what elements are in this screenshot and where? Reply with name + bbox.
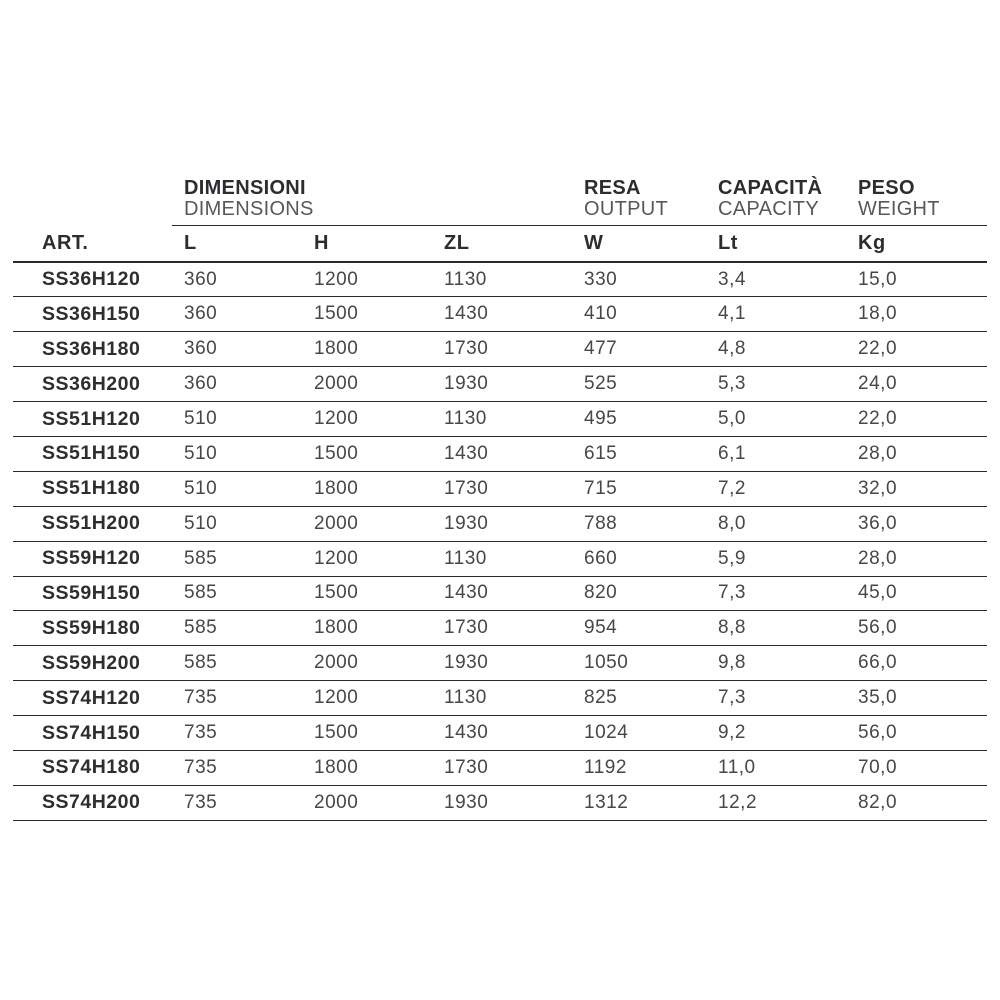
w-cell: 1312 [584, 785, 718, 820]
lt-cell: 7,3 [718, 576, 858, 611]
art-cell: SS51H120 [13, 402, 172, 437]
l-cell: 510 [172, 436, 314, 471]
art-cell: SS59H120 [13, 541, 172, 576]
art-cell: SS74H150 [13, 716, 172, 751]
l-cell: 360 [172, 297, 314, 332]
zl-cell: 1930 [444, 367, 584, 402]
group-label-capacita: CAPACITÀ [718, 176, 823, 199]
zl-cell: 1430 [444, 436, 584, 471]
table-row [13, 576, 987, 611]
h-cell: 1800 [314, 750, 444, 785]
table-row [13, 332, 987, 367]
l-cell: 360 [172, 332, 314, 367]
art-cell: SS36H150 [13, 297, 172, 332]
l-cell: 735 [172, 716, 314, 751]
table-row [13, 402, 987, 437]
w-cell: 525 [584, 367, 718, 402]
art-cell: SS74H200 [13, 785, 172, 820]
lt-cell: 8,0 [718, 506, 858, 541]
kg-cell: 15,0 [858, 262, 987, 297]
zl-cell: 1130 [444, 541, 584, 576]
w-cell: 825 [584, 681, 718, 716]
l-cell: 735 [172, 785, 314, 820]
zl-cell: 1730 [444, 611, 584, 646]
table-row [13, 506, 987, 541]
kg-cell: 36,0 [858, 506, 987, 541]
table-row [13, 785, 987, 820]
group-label-weight: WEIGHT [858, 197, 940, 220]
h-cell: 2000 [314, 367, 444, 402]
kg-cell: 82,0 [858, 785, 987, 820]
product-spec-table [13, 176, 987, 821]
l-cell: 360 [172, 262, 314, 297]
l-cell: 360 [172, 367, 314, 402]
w-cell: 954 [584, 611, 718, 646]
group-header-output [584, 176, 718, 225]
h-cell: 1200 [314, 681, 444, 716]
kg-cell: 22,0 [858, 402, 987, 437]
l-cell: 585 [172, 576, 314, 611]
h-cell: 1500 [314, 576, 444, 611]
w-cell: 615 [584, 436, 718, 471]
group-label-capacity: CAPACITY [718, 197, 819, 220]
group-label-dimensions: DIMENSIONS [184, 197, 314, 220]
table-row [13, 646, 987, 681]
w-cell: 495 [584, 402, 718, 437]
lt-cell: 4,1 [718, 297, 858, 332]
zl-cell: 1430 [444, 716, 584, 751]
art-cell: SS51H150 [13, 436, 172, 471]
l-cell: 510 [172, 506, 314, 541]
column-header-kg: Kg [858, 225, 987, 262]
lt-cell: 11,0 [718, 750, 858, 785]
w-cell: 788 [584, 506, 718, 541]
column-header-row [13, 225, 987, 262]
l-cell: 735 [172, 750, 314, 785]
h-cell: 2000 [314, 785, 444, 820]
w-cell: 1024 [584, 716, 718, 751]
art-cell: SS51H200 [13, 506, 172, 541]
table-row [13, 611, 987, 646]
l-cell: 585 [172, 541, 314, 576]
group-header-dimensions [172, 176, 584, 225]
art-cell: SS74H120 [13, 681, 172, 716]
table-row [13, 750, 987, 785]
group-header-row [13, 176, 987, 225]
lt-cell: 5,9 [718, 541, 858, 576]
art-cell: SS36H180 [13, 332, 172, 367]
kg-cell: 35,0 [858, 681, 987, 716]
h-cell: 1200 [314, 541, 444, 576]
w-cell: 660 [584, 541, 718, 576]
lt-cell: 9,8 [718, 646, 858, 681]
kg-cell: 32,0 [858, 471, 987, 506]
group-label-output: OUTPUT [584, 197, 669, 220]
lt-cell: 7,2 [718, 471, 858, 506]
h-cell: 1800 [314, 332, 444, 367]
zl-cell: 1930 [444, 785, 584, 820]
column-header-art: ART. [13, 225, 172, 262]
w-cell: 477 [584, 332, 718, 367]
column-header-h: H [314, 225, 444, 262]
art-cell: SS36H200 [13, 367, 172, 402]
group-header-capacity [718, 176, 858, 225]
table-row [13, 367, 987, 402]
h-cell: 1800 [314, 611, 444, 646]
w-cell: 330 [584, 262, 718, 297]
lt-cell: 7,3 [718, 681, 858, 716]
kg-cell: 18,0 [858, 297, 987, 332]
zl-cell: 1730 [444, 332, 584, 367]
art-cell: SS59H180 [13, 611, 172, 646]
art-cell: SS74H180 [13, 750, 172, 785]
column-header-zl: ZL [444, 225, 584, 262]
h-cell: 1500 [314, 436, 444, 471]
h-cell: 1800 [314, 471, 444, 506]
table-row [13, 436, 987, 471]
kg-cell: 56,0 [858, 716, 987, 751]
w-cell: 1050 [584, 646, 718, 681]
kg-cell: 28,0 [858, 541, 987, 576]
lt-cell: 5,0 [718, 402, 858, 437]
kg-cell: 24,0 [858, 367, 987, 402]
kg-cell: 56,0 [858, 611, 987, 646]
lt-cell: 4,8 [718, 332, 858, 367]
group-label-peso: PESO [858, 176, 915, 199]
lt-cell: 12,2 [718, 785, 858, 820]
l-cell: 510 [172, 471, 314, 506]
table-row [13, 681, 987, 716]
lt-cell: 9,2 [718, 716, 858, 751]
column-header-w: W [584, 225, 718, 262]
zl-cell: 1930 [444, 506, 584, 541]
w-cell: 820 [584, 576, 718, 611]
column-header-lt: Lt [718, 225, 858, 262]
lt-cell: 6,1 [718, 436, 858, 471]
lt-cell: 5,3 [718, 367, 858, 402]
table-row [13, 262, 987, 297]
zl-cell: 1130 [444, 402, 584, 437]
kg-cell: 66,0 [858, 646, 987, 681]
zl-cell: 1130 [444, 262, 584, 297]
zl-cell: 1430 [444, 297, 584, 332]
kg-cell: 22,0 [858, 332, 987, 367]
kg-cell: 45,0 [858, 576, 987, 611]
group-label-dimensioni: DIMENSIONI [184, 176, 306, 199]
w-cell: 410 [584, 297, 718, 332]
w-cell: 1192 [584, 750, 718, 785]
zl-cell: 1430 [444, 576, 584, 611]
l-cell: 585 [172, 611, 314, 646]
h-cell: 1200 [314, 262, 444, 297]
table-row [13, 716, 987, 751]
table-row [13, 297, 987, 332]
group-label-resa: RESA [584, 176, 641, 199]
l-cell: 735 [172, 681, 314, 716]
zl-cell: 1130 [444, 681, 584, 716]
group-header-spacer [13, 176, 172, 225]
zl-cell: 1930 [444, 646, 584, 681]
group-header-weight [858, 176, 987, 225]
lt-cell: 8,8 [718, 611, 858, 646]
h-cell: 2000 [314, 646, 444, 681]
l-cell: 585 [172, 646, 314, 681]
h-cell: 1500 [314, 297, 444, 332]
art-cell: SS59H150 [13, 576, 172, 611]
lt-cell: 3,4 [718, 262, 858, 297]
column-header-l: L [172, 225, 314, 262]
zl-cell: 1730 [444, 471, 584, 506]
kg-cell: 28,0 [858, 436, 987, 471]
art-cell: SS59H200 [13, 646, 172, 681]
table-row [13, 541, 987, 576]
h-cell: 1500 [314, 716, 444, 751]
zl-cell: 1730 [444, 750, 584, 785]
w-cell: 715 [584, 471, 718, 506]
l-cell: 510 [172, 402, 314, 437]
kg-cell: 70,0 [858, 750, 987, 785]
h-cell: 2000 [314, 506, 444, 541]
art-cell: SS51H180 [13, 471, 172, 506]
table-row [13, 471, 987, 506]
h-cell: 1200 [314, 402, 444, 437]
art-cell: SS36H120 [13, 262, 172, 297]
